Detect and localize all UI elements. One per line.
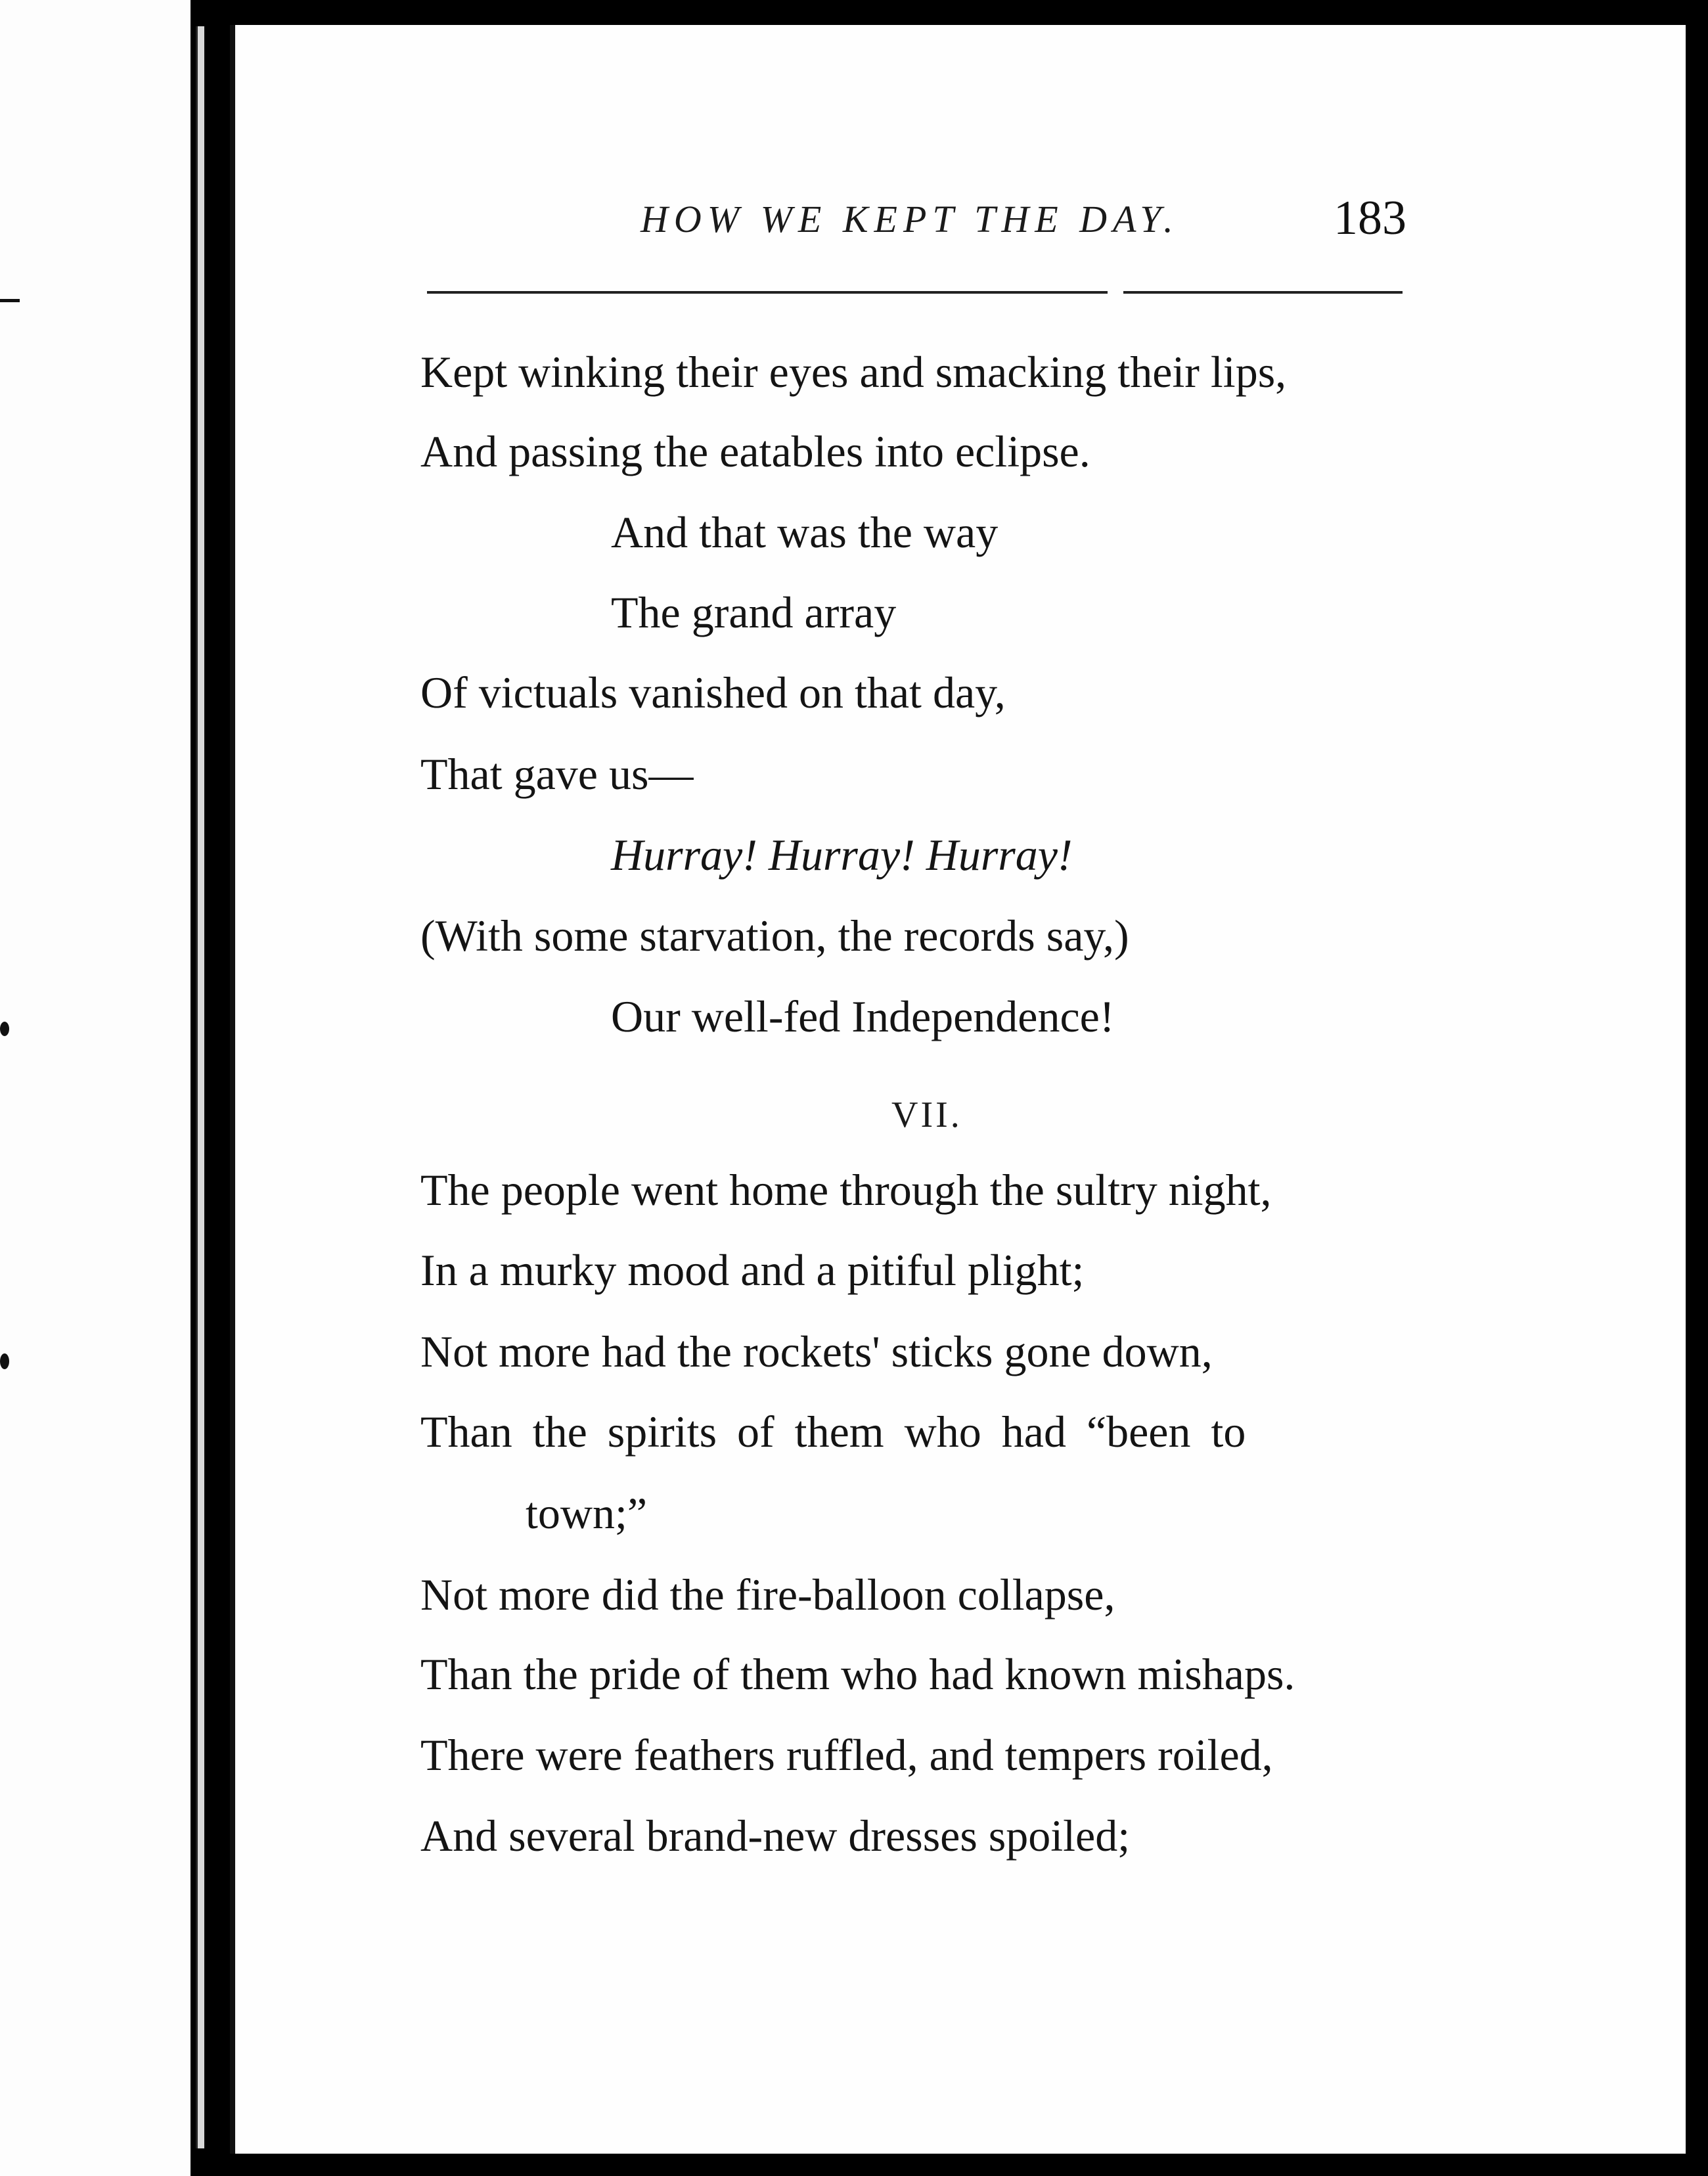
verse-line: That gave us— [420, 749, 694, 799]
header-rule [427, 291, 1108, 294]
page-number: 183 [1334, 191, 1406, 245]
verse-line: And that was the way [611, 507, 999, 557]
verse-line: Not more did the fire-balloon collapse, [420, 1570, 1115, 1620]
verse-line: In a murky mood and a pitiful plight; [420, 1245, 1085, 1295]
left-margin-mark [0, 299, 20, 302]
verse-line: (With some starvation, the records say,) [420, 911, 1129, 961]
book-gutter [196, 26, 204, 2148]
verse-line: Than the pride of them who had known mishaps. [420, 1649, 1295, 1699]
verse-line: The people went home through the sultry night, [420, 1165, 1272, 1215]
verse-line: And several brand-new dresses spoiled; [420, 1811, 1131, 1861]
verse-line: Our well-fed Independence! [611, 991, 1115, 1041]
verse-line: Than the spirits of them who had “been to [420, 1407, 1246, 1457]
left-margin-mark [0, 1022, 9, 1036]
verse-line: Not more had the rockets' sticks gone down, [420, 1326, 1213, 1376]
verse-line: Of victuals vanished on that day, [420, 668, 1006, 717]
verse-line: The grand array [611, 587, 897, 637]
left-margin-mark [0, 1353, 9, 1369]
verse-line: Kept winking their eyes and smacking their lips, [420, 347, 1287, 397]
verse-line: And passing the eatables into eclipse. [420, 426, 1090, 476]
verse-line: There were feathers ruffled, and tempers roiled, [420, 1730, 1273, 1780]
verse-line-continuation: town;” [526, 1488, 648, 1538]
header-rule [1123, 291, 1403, 294]
stanza-number: VII. [891, 1095, 962, 1135]
running-head: HOW WE KEPT THE DAY. [640, 198, 1179, 240]
facing-page-edge [0, 0, 191, 2176]
verse-line-italic: Hurray! Hurray! Hurray! [611, 830, 1073, 880]
